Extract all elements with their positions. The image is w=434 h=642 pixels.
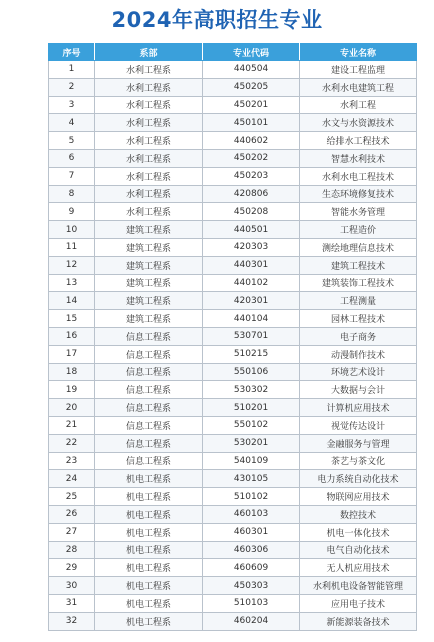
cell-number: 20 [49, 399, 95, 417]
page-title: 2024年高职招生专业 [111, 8, 323, 32]
cell-major-code: 540109 [203, 452, 300, 470]
table-row [49, 541, 417, 559]
cell-number: 10 [49, 221, 95, 239]
table-row [49, 488, 417, 506]
table-row [49, 132, 417, 150]
cell-department: 水利工程系 [95, 167, 203, 185]
cell-department: 机电工程系 [95, 505, 203, 523]
cell-department: 机电工程系 [95, 559, 203, 577]
cell-department: 建筑工程系 [95, 292, 203, 310]
cell-major-name: 机电一体化技术 [300, 523, 417, 541]
cell-major-name: 建筑装饰工程技术 [300, 274, 417, 292]
cell-major-name: 水利水电工程技术 [300, 167, 417, 185]
cell-major-code: 440602 [203, 132, 300, 150]
cell-number: 26 [49, 505, 95, 523]
cell-department: 水利工程系 [95, 203, 203, 221]
cell-major-code: 450201 [203, 96, 300, 114]
cell-department: 信息工程系 [95, 363, 203, 381]
cell-number: 31 [49, 594, 95, 612]
cell-department: 机电工程系 [95, 488, 203, 506]
majors-table [48, 43, 417, 631]
cell-major-name: 无人机应用技术 [300, 559, 417, 577]
table-row [49, 96, 417, 114]
cell-major-code: 550102 [203, 416, 300, 434]
cell-number: 21 [49, 416, 95, 434]
cell-department: 水利工程系 [95, 149, 203, 167]
cell-number: 8 [49, 185, 95, 203]
table-row [49, 61, 417, 79]
table-row [49, 612, 417, 630]
cell-number: 25 [49, 488, 95, 506]
table-row [49, 577, 417, 595]
cell-department: 建筑工程系 [95, 221, 203, 239]
cell-number: 24 [49, 470, 95, 488]
table-row [49, 185, 417, 203]
cell-major-name: 园林工程技术 [300, 310, 417, 328]
table-header [49, 44, 417, 61]
cell-number: 28 [49, 541, 95, 559]
cell-major-name: 大数据与会计 [300, 381, 417, 399]
cell-number: 32 [49, 612, 95, 630]
cell-department: 机电工程系 [95, 612, 203, 630]
cell-department: 信息工程系 [95, 434, 203, 452]
cell-major-name: 水利工程 [300, 96, 417, 114]
cell-department: 机电工程系 [95, 577, 203, 595]
cell-major-code: 530302 [203, 381, 300, 399]
cell-department: 水利工程系 [95, 78, 203, 96]
cell-major-name: 物联网应用技术 [300, 488, 417, 506]
cell-major-name: 工程造价 [300, 221, 417, 239]
cell-major-name: 动漫制作技术 [300, 345, 417, 363]
cell-major-name: 建筑工程技术 [300, 256, 417, 274]
cell-department: 机电工程系 [95, 470, 203, 488]
cell-major-name: 电子商务 [300, 327, 417, 345]
cell-number: 18 [49, 363, 95, 381]
cell-major-code: 460103 [203, 505, 300, 523]
header-department: 系部 [95, 44, 203, 61]
table-row [49, 399, 417, 417]
cell-number: 2 [49, 78, 95, 96]
cell-department: 水利工程系 [95, 114, 203, 132]
table-row [49, 559, 417, 577]
cell-department: 水利工程系 [95, 96, 203, 114]
table-row [49, 523, 417, 541]
cell-major-name: 水利水电建筑工程 [300, 78, 417, 96]
cell-major-code: 510102 [203, 488, 300, 506]
cell-department: 建筑工程系 [95, 238, 203, 256]
cell-major-code: 420806 [203, 185, 300, 203]
cell-major-code: 450101 [203, 114, 300, 132]
header-major-name: 专业名称 [300, 44, 417, 61]
table-row [49, 452, 417, 470]
cell-major-code: 430105 [203, 470, 300, 488]
table-row [49, 470, 417, 488]
cell-major-name: 数控技术 [300, 505, 417, 523]
cell-department: 机电工程系 [95, 541, 203, 559]
cell-number: 19 [49, 381, 95, 399]
table-row [49, 363, 417, 381]
cell-department: 信息工程系 [95, 381, 203, 399]
cell-major-code: 450303 [203, 577, 300, 595]
cell-major-code: 450205 [203, 78, 300, 96]
cell-department: 信息工程系 [95, 345, 203, 363]
cell-major-code: 530701 [203, 327, 300, 345]
cell-major-code: 440504 [203, 61, 300, 79]
cell-number: 23 [49, 452, 95, 470]
cell-department: 机电工程系 [95, 523, 203, 541]
cell-major-code: 460204 [203, 612, 300, 630]
cell-number: 22 [49, 434, 95, 452]
table-row [49, 114, 417, 132]
header-major-code: 专业代码 [203, 44, 300, 61]
cell-department: 建筑工程系 [95, 256, 203, 274]
cell-number: 5 [49, 132, 95, 150]
cell-major-code: 440501 [203, 221, 300, 239]
cell-number: 3 [49, 96, 95, 114]
cell-number: 15 [49, 310, 95, 328]
cell-major-name: 环境艺术设计 [300, 363, 417, 381]
table-row [49, 149, 417, 167]
cell-major-name: 建设工程监理 [300, 61, 417, 79]
cell-major-name: 水文与水资源技术 [300, 114, 417, 132]
cell-department: 建筑工程系 [95, 310, 203, 328]
cell-major-name: 电力系统自动化技术 [300, 470, 417, 488]
cell-number: 1 [49, 61, 95, 79]
cell-major-code: 450208 [203, 203, 300, 221]
cell-major-name: 智慧水利技术 [300, 149, 417, 167]
cell-number: 11 [49, 238, 95, 256]
table-row [49, 78, 417, 96]
header-number: 序号 [49, 44, 95, 61]
cell-major-code: 450202 [203, 149, 300, 167]
cell-department: 水利工程系 [95, 61, 203, 79]
table-row [49, 416, 417, 434]
cell-major-name: 茶艺与茶文化 [300, 452, 417, 470]
cell-major-code: 420303 [203, 238, 300, 256]
table-row [49, 274, 417, 292]
cell-major-code: 440301 [203, 256, 300, 274]
cell-department: 信息工程系 [95, 416, 203, 434]
cell-major-code: 460609 [203, 559, 300, 577]
cell-number: 4 [49, 114, 95, 132]
cell-major-name: 计算机应用技术 [300, 399, 417, 417]
header-row [49, 44, 417, 61]
cell-department: 信息工程系 [95, 327, 203, 345]
table-row [49, 256, 417, 274]
cell-department: 水利工程系 [95, 185, 203, 203]
table-row [49, 381, 417, 399]
cell-number: 9 [49, 203, 95, 221]
cell-major-code: 450203 [203, 167, 300, 185]
table-row [49, 434, 417, 452]
cell-number: 14 [49, 292, 95, 310]
table-row [49, 167, 417, 185]
table-row [49, 221, 417, 239]
cell-major-name: 工程测量 [300, 292, 417, 310]
cell-major-code: 420301 [203, 292, 300, 310]
table-row [49, 505, 417, 523]
cell-major-name: 生态环境修复技术 [300, 185, 417, 203]
cell-number: 12 [49, 256, 95, 274]
cell-number: 17 [49, 345, 95, 363]
cell-number: 6 [49, 149, 95, 167]
cell-major-name: 新能源装备技术 [300, 612, 417, 630]
cell-major-name: 给排水工程技术 [300, 132, 417, 150]
cell-major-code: 460306 [203, 541, 300, 559]
cell-major-code: 510215 [203, 345, 300, 363]
cell-major-name: 应用电子技术 [300, 594, 417, 612]
cell-major-code: 550106 [203, 363, 300, 381]
table-row [49, 203, 417, 221]
cell-number: 30 [49, 577, 95, 595]
cell-department: 水利工程系 [95, 132, 203, 150]
cell-department: 建筑工程系 [95, 274, 203, 292]
cell-major-code: 510103 [203, 594, 300, 612]
table-body [49, 61, 417, 631]
cell-number: 13 [49, 274, 95, 292]
cell-major-name: 智能水务管理 [300, 203, 417, 221]
cell-department: 信息工程系 [95, 399, 203, 417]
cell-department: 信息工程系 [95, 452, 203, 470]
cell-major-code: 530201 [203, 434, 300, 452]
cell-major-name: 水利机电设备智能管理 [300, 577, 417, 595]
cell-major-name: 电气自动化技术 [300, 541, 417, 559]
cell-major-code: 460301 [203, 523, 300, 541]
table-row [49, 238, 417, 256]
table-row [49, 292, 417, 310]
cell-major-name: 测绘地理信息技术 [300, 238, 417, 256]
cell-major-code: 510201 [203, 399, 300, 417]
cell-major-name: 视觉传达设计 [300, 416, 417, 434]
cell-number: 29 [49, 559, 95, 577]
cell-major-code: 440102 [203, 274, 300, 292]
cell-major-name: 金融服务与管理 [300, 434, 417, 452]
table-row [49, 310, 417, 328]
cell-department: 机电工程系 [95, 594, 203, 612]
table-row [49, 594, 417, 612]
table-row [49, 327, 417, 345]
cell-number: 27 [49, 523, 95, 541]
cell-major-code: 440104 [203, 310, 300, 328]
table-row [49, 345, 417, 363]
cell-number: 16 [49, 327, 95, 345]
cell-number: 7 [49, 167, 95, 185]
